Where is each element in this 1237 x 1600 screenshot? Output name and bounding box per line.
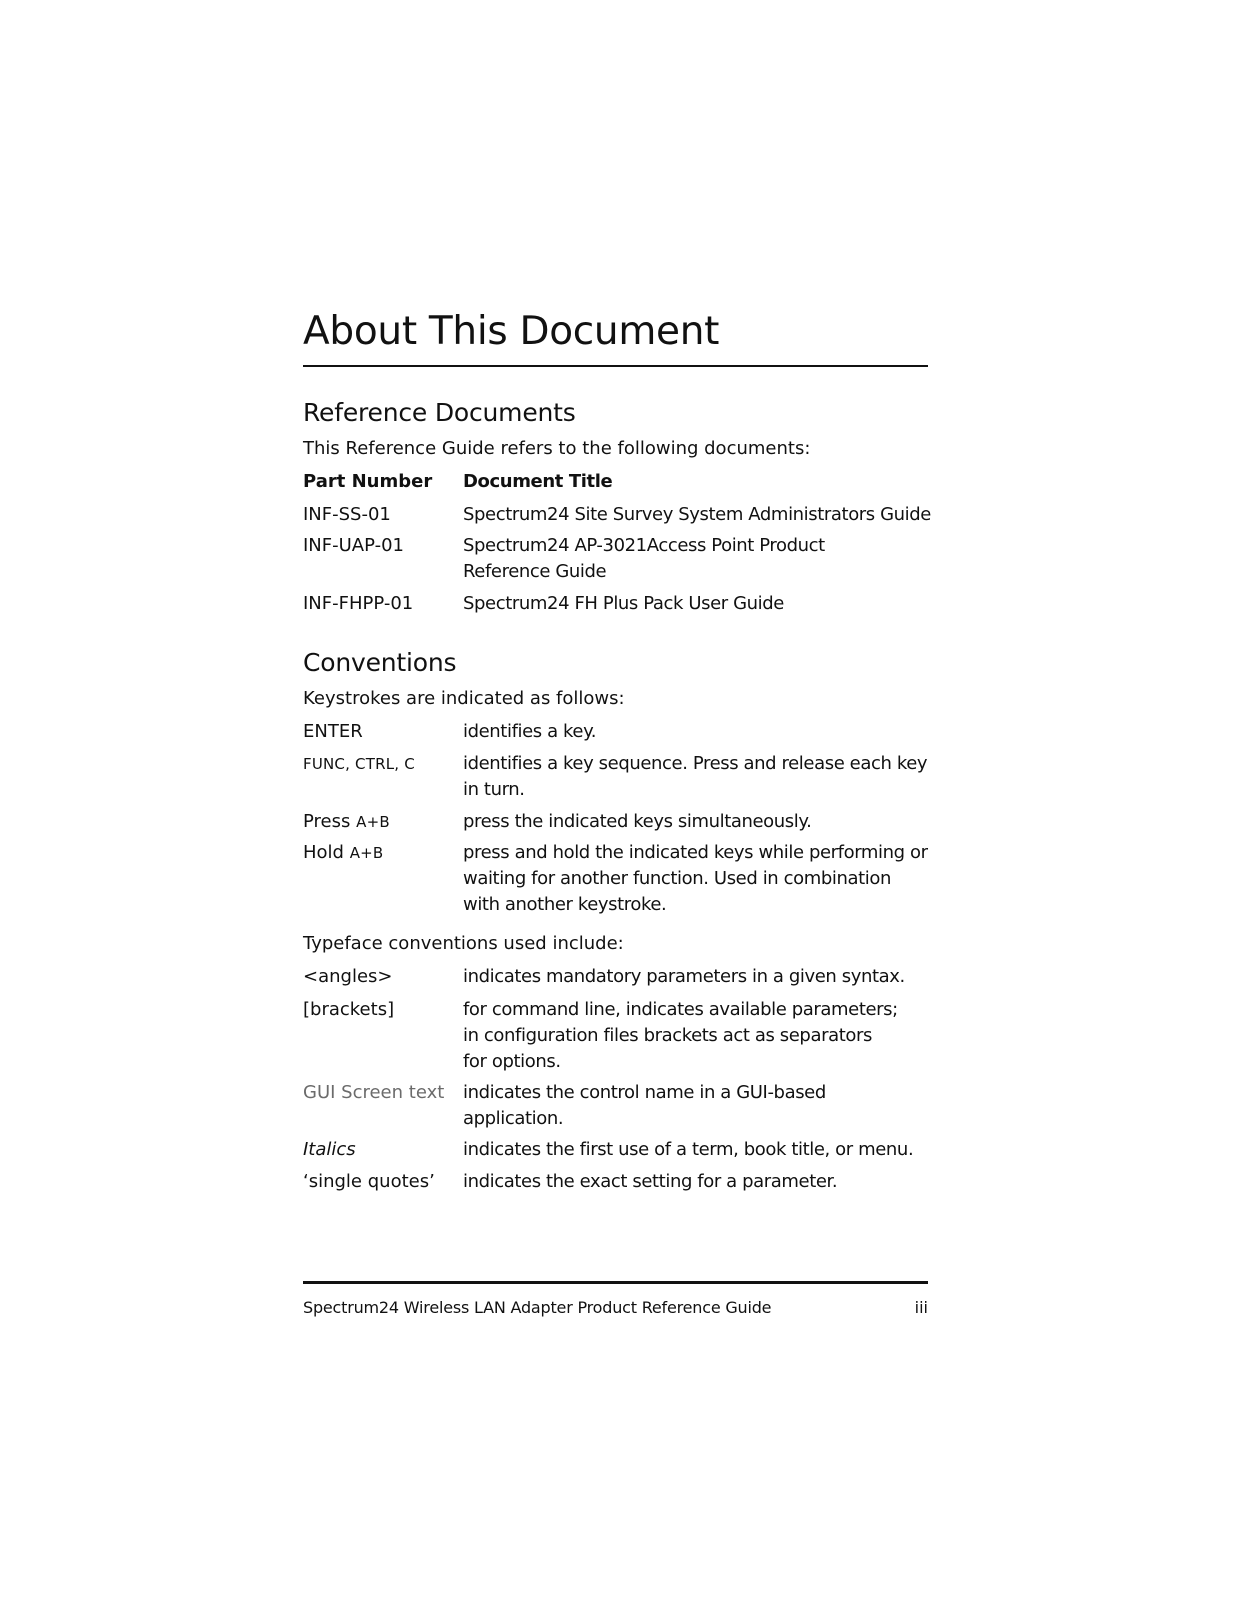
convention-description <box>463 809 933 835</box>
conventions-heading: Conventions <box>303 648 457 677</box>
description-line: application. <box>463 1108 564 1129</box>
column-header-document-title: Document Title <box>463 471 613 492</box>
description-line: for options. <box>463 1051 561 1072</box>
document-title-line: Spectrum24 AP-3021Access Point Product <box>463 535 825 556</box>
description-line: with another keystroke. <box>463 894 667 915</box>
typeface-intro: Typeface conventions used include: <box>303 933 624 954</box>
description-line: press the indicated keys simultaneously. <box>463 811 812 832</box>
page-number: iii <box>914 1298 928 1317</box>
description-line: identifies a key. <box>463 721 597 742</box>
convention-term <box>303 840 461 866</box>
description-line: press and hold the indicated keys while performing or <box>463 842 928 863</box>
convention-description <box>463 1169 933 1195</box>
description-line: in configuration files brackets act as separators <box>463 1025 872 1046</box>
document-title <box>463 502 933 528</box>
convention-description <box>463 997 933 1075</box>
title-rule <box>303 365 928 367</box>
document-title <box>463 591 933 617</box>
footer-rule <box>303 1281 928 1284</box>
convention-term: Italics <box>303 1139 356 1160</box>
document-title-line: Spectrum24 FH Plus Pack User Guide <box>463 593 784 614</box>
description-line: in turn. <box>463 779 525 800</box>
term-key: A+B <box>356 813 390 831</box>
convention-term: ‘single quotes’ <box>303 1171 435 1192</box>
document-title <box>463 533 933 585</box>
convention-description <box>463 751 933 803</box>
reference-heading: Reference Documents <box>303 398 576 427</box>
convention-description <box>463 840 933 918</box>
description-line: indicates the first use of a term, book title, or menu. <box>463 1139 914 1160</box>
term-key: A+B <box>349 844 384 862</box>
convention-term <box>303 809 461 835</box>
reference-intro: This Reference Guide refers to the following documents: <box>303 438 811 459</box>
convention-description <box>463 719 933 745</box>
convention-description <box>463 964 933 990</box>
description-line: indicates the control name in a GUI-based <box>463 1082 826 1103</box>
term-prefix: Press <box>303 811 357 832</box>
convention-term: ENTER <box>303 721 363 742</box>
description-line: identifies a key sequence. Press and release each key <box>463 753 928 774</box>
convention-description <box>463 1137 933 1163</box>
document-title-line: Reference Guide <box>463 561 607 582</box>
footer-text: Spectrum24 Wireless LAN Adapter Product Reference Guide <box>303 1298 772 1317</box>
part-number: INF-UAP-01 <box>303 535 404 556</box>
part-number: INF-SS-01 <box>303 504 391 525</box>
keystrokes-intro: Keystrokes are indicated as follows: <box>303 688 625 709</box>
convention-term: GUI Screen text <box>303 1082 445 1103</box>
description-line: indicates mandatory parameters in a given syntax. <box>463 966 905 987</box>
convention-term: FUNC, CTRL, C <box>303 755 415 773</box>
convention-term: [brackets] <box>303 999 395 1020</box>
description-line: indicates the exact setting for a parameter. <box>463 1171 838 1192</box>
part-number: INF-FHPP-01 <box>303 593 414 614</box>
page-title: About This Document <box>303 309 720 354</box>
convention-term: <angles> <box>303 966 393 987</box>
term-prefix: Hold <box>303 842 350 863</box>
description-line: waiting for another function. Used in combination <box>463 868 892 889</box>
document-title-line: Spectrum24 Site Survey System Administrators Guide <box>463 504 931 525</box>
convention-description <box>463 1080 933 1132</box>
column-header-part-number: Part Number <box>303 471 433 492</box>
description-line: for command line, indicates available parameters; <box>463 999 898 1020</box>
